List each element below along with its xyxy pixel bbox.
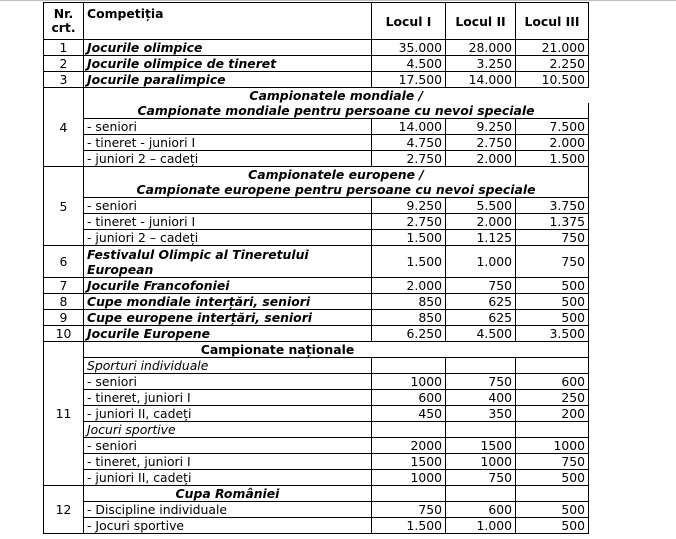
top-divider-line (0, 0, 676, 1)
locul-3-value: 500 (516, 470, 589, 486)
section-title: Campionatele mondiale / (84, 88, 589, 104)
locul-3-value: 2.000 (516, 135, 589, 151)
table-row (44, 518, 589, 534)
group-label: Sporturi individuale (84, 358, 372, 374)
row-number: 10 (44, 326, 84, 342)
category-name: - seniori (84, 438, 372, 454)
empty-cell (516, 486, 589, 502)
category-name: - seniori (84, 374, 372, 390)
category-name: - Jocuri sportive (84, 518, 372, 534)
table-row (44, 358, 589, 374)
empty-cell (516, 422, 589, 438)
row-number: 5 (44, 167, 84, 246)
locul-1-value: 1000 (372, 470, 446, 486)
locul-1-value: 1.500 (372, 518, 446, 534)
competition-name: Jocurile paralimpice (84, 72, 372, 88)
locul-2-value: 750 (446, 470, 516, 486)
locul-3-value: 600 (516, 374, 589, 390)
row-number: 7 (44, 278, 84, 294)
locul-1-value: 2.750 (372, 214, 446, 230)
table-row (44, 438, 589, 454)
locul-1-value: 1.500 (372, 230, 446, 246)
section-title: Cupa României (84, 486, 372, 502)
locul-1-value: 1500 (372, 454, 446, 470)
category-name: - tineret - juniori I (84, 214, 372, 230)
row-number: 12 (44, 486, 84, 534)
locul-3-value: 750 (516, 246, 589, 278)
table-row (44, 278, 589, 294)
locul-2-value: 350 (446, 406, 516, 422)
table-row (44, 56, 589, 72)
locul-2-value: 9.250 (446, 119, 516, 135)
competition-name: Jocurile olimpice de tineret (84, 56, 372, 72)
table-row (44, 422, 589, 438)
competition-name: Jocurile olimpice (84, 40, 372, 56)
section-subtitle: Campionate mondiale pentru persoane cu nevoi speciale (84, 103, 589, 119)
competition-name: Cupe europene interțări, seniori (84, 310, 372, 326)
row-number: 4 (44, 88, 84, 167)
header-competitia: Competiția (84, 3, 372, 40)
empty-cell (516, 358, 589, 374)
prize-table (43, 2, 589, 534)
empty-cell (372, 486, 446, 502)
locul-3-value: 200 (516, 406, 589, 422)
category-name: - Discipline individuale (84, 502, 372, 518)
locul-2-value: 1.000 (446, 246, 516, 278)
category-name: - tineret, juniori I (84, 390, 372, 406)
empty-cell (372, 358, 446, 374)
table-row (44, 390, 589, 406)
category-name: - seniori (84, 198, 372, 214)
locul-3-value: 7.500 (516, 119, 589, 135)
locul-2-value: 14.000 (446, 72, 516, 88)
table-row (44, 72, 589, 88)
locul-2-value: 5.500 (446, 198, 516, 214)
table-row (44, 470, 589, 486)
category-name: - tineret - juniori I (84, 135, 372, 151)
category-name: - juniori II, cadeți (84, 406, 372, 422)
locul-2-value: 28.000 (446, 40, 516, 56)
table-row (44, 406, 589, 422)
group-label: Jocuri sportive (84, 422, 372, 438)
locul-1-value: 750 (372, 502, 446, 518)
locul-3-value: 500 (516, 518, 589, 534)
locul-3-value: 3.750 (516, 198, 589, 214)
locul-3-value: 750 (516, 454, 589, 470)
header-nr: Nr. crt. (44, 3, 84, 40)
locul-2-value: 2.000 (446, 151, 516, 167)
locul-2-value: 400 (446, 390, 516, 406)
table-header-row (44, 3, 589, 40)
locul-1-value: 9.250 (372, 198, 446, 214)
table-row (44, 88, 589, 104)
locul-2-value: 1.000 (446, 518, 516, 534)
locul-2-value: 1000 (446, 454, 516, 470)
table-row (44, 294, 589, 310)
locul-1-value: 4.500 (372, 56, 446, 72)
table-row (44, 326, 589, 342)
locul-2-value: 600 (446, 502, 516, 518)
locul-2-value: 2.000 (446, 214, 516, 230)
locul-1-value: 850 (372, 310, 446, 326)
table-row (44, 167, 589, 183)
category-name: - juniori II, cadeți (84, 470, 372, 486)
locul-1-value: 2.000 (372, 278, 446, 294)
row-number: 9 (44, 310, 84, 326)
locul-3-value: 21.000 (516, 40, 589, 56)
empty-cell (446, 422, 516, 438)
table-row (44, 119, 589, 135)
row-number: 2 (44, 56, 84, 72)
competition-name: Jocurile Europene (84, 326, 372, 342)
locul-1-value: 4.750 (372, 135, 446, 151)
table-row (44, 182, 589, 198)
locul-2-value: 625 (446, 294, 516, 310)
locul-3-value: 1000 (516, 438, 589, 454)
locul-3-value: 250 (516, 390, 589, 406)
table-row (44, 103, 589, 119)
locul-1-value: 1000 (372, 374, 446, 390)
section-subtitle: Campionate europene pentru persoane cu nevoi speciale (84, 182, 589, 198)
table-row (44, 135, 589, 151)
locul-3-value: 500 (516, 294, 589, 310)
locul-1-value: 2.750 (372, 151, 446, 167)
locul-3-value: 1.375 (516, 214, 589, 230)
locul-3-value: 500 (516, 278, 589, 294)
row-number: 3 (44, 72, 84, 88)
empty-cell (446, 358, 516, 374)
table-row (44, 198, 589, 214)
locul-2-value: 4.500 (446, 326, 516, 342)
empty-cell (372, 422, 446, 438)
row-number: 11 (44, 342, 84, 486)
table-row (44, 246, 589, 278)
locul-1-value: 600 (372, 390, 446, 406)
locul-3-value: 2.250 (516, 56, 589, 72)
competition-name: Jocurile Francofoniei (84, 278, 372, 294)
locul-1-value: 6.250 (372, 326, 446, 342)
locul-1-value: 35.000 (372, 40, 446, 56)
locul-3-value: 500 (516, 502, 589, 518)
locul-2-value: 625 (446, 310, 516, 326)
header-locul-1: Locul I (372, 3, 446, 40)
locul-3-value: 750 (516, 230, 589, 246)
locul-1-value: 850 (372, 294, 446, 310)
table-row (44, 310, 589, 326)
locul-2-value: 1.125 (446, 230, 516, 246)
locul-2-value: 750 (446, 278, 516, 294)
locul-1-value: 17.500 (372, 72, 446, 88)
locul-1-value: 14.000 (372, 119, 446, 135)
locul-1-value: 2000 (372, 438, 446, 454)
locul-3-value: 500 (516, 310, 589, 326)
locul-2-value: 3.250 (446, 56, 516, 72)
table-row (44, 502, 589, 518)
header-locul-3: Locul III (516, 3, 589, 40)
table-row (44, 214, 589, 230)
table-row (44, 374, 589, 390)
locul-1-value: 1.500 (372, 246, 446, 278)
section-title: Campionate naționale (84, 342, 589, 358)
category-name: - tineret, juniori I (84, 454, 372, 470)
category-name: - juniori 2 – cadeți (84, 230, 372, 246)
section-title: Campionatele europene / (84, 167, 589, 183)
locul-1-value: 450 (372, 406, 446, 422)
locul-3-value: 1.500 (516, 151, 589, 167)
competition-name: Cupe mondiale interțări, seniori (84, 294, 372, 310)
table-row (44, 454, 589, 470)
table-row (44, 230, 589, 246)
locul-2-value: 750 (446, 374, 516, 390)
category-name: - seniori (84, 119, 372, 135)
empty-cell (446, 486, 516, 502)
locul-3-value: 10.500 (516, 72, 589, 88)
table-row (44, 40, 589, 56)
table-row (44, 342, 589, 358)
category-name: - juniori 2 – cadeți (84, 151, 372, 167)
header-locul-2: Locul II (446, 3, 516, 40)
locul-2-value: 1500 (446, 438, 516, 454)
row-number: 6 (44, 246, 84, 278)
row-number: 1 (44, 40, 84, 56)
table-row (44, 151, 589, 167)
locul-3-value: 3.500 (516, 326, 589, 342)
competition-name: Festivalul Olimpic al Tineretului European (84, 246, 372, 278)
locul-2-value: 2.750 (446, 135, 516, 151)
row-number: 8 (44, 294, 84, 310)
table-row (44, 486, 589, 502)
